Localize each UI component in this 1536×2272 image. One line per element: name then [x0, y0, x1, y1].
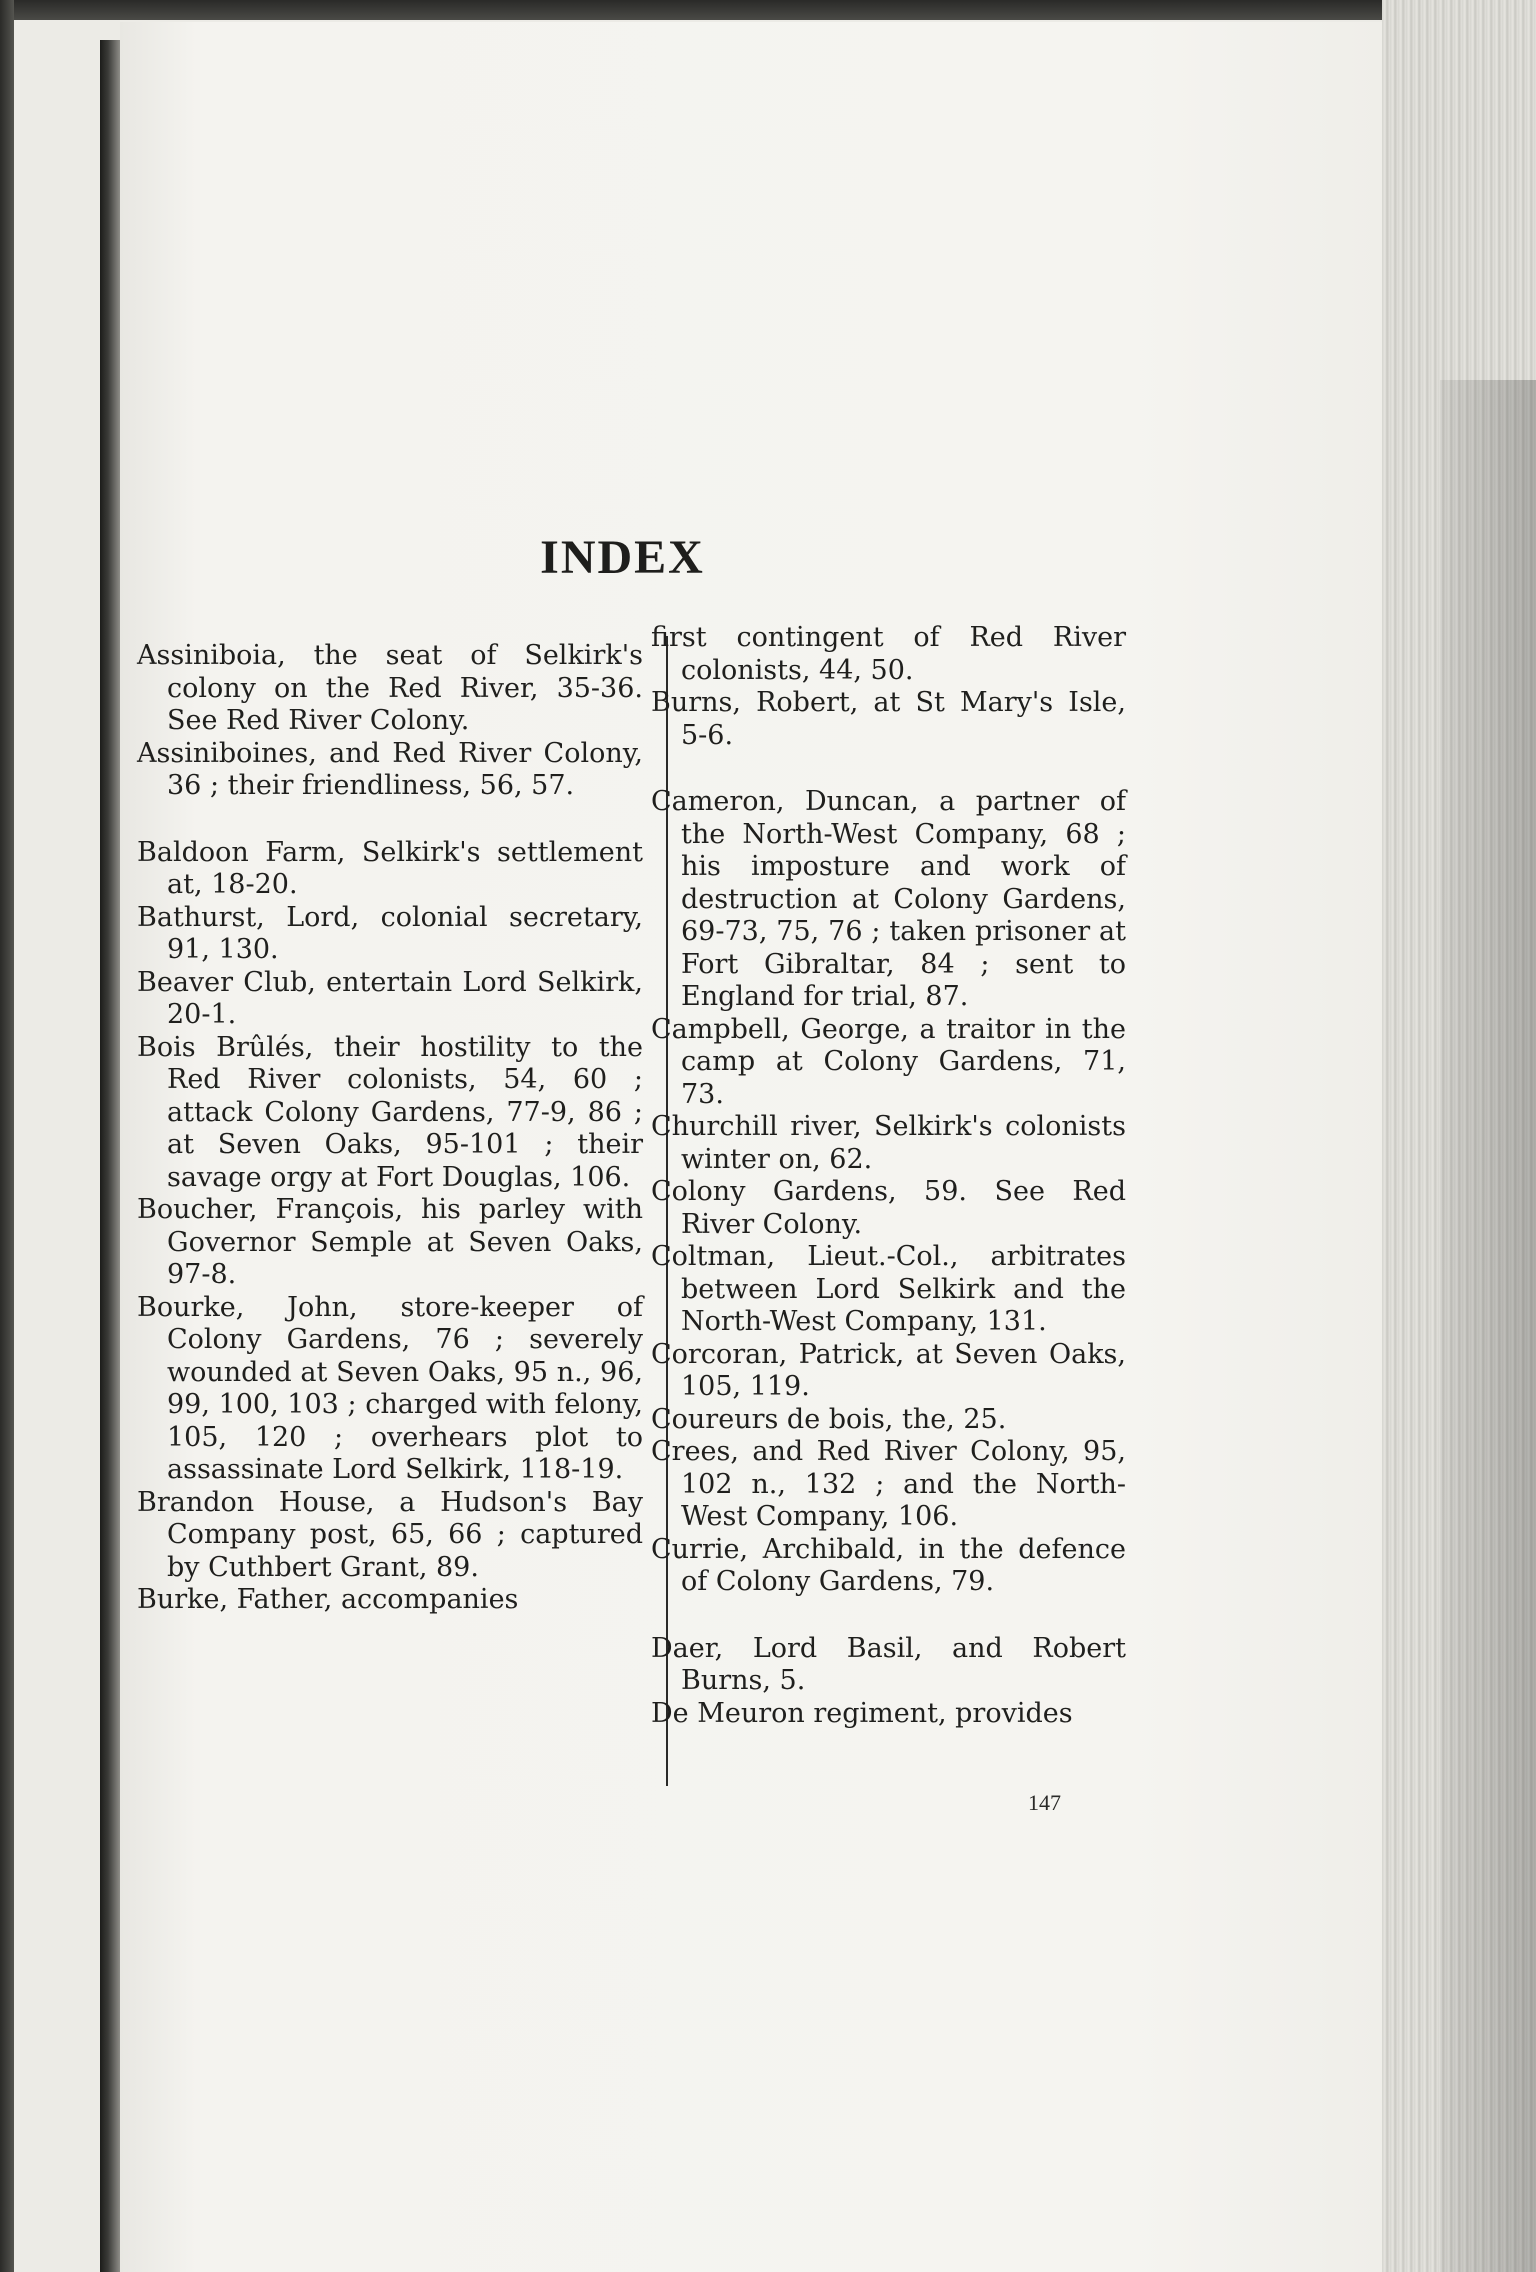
book-cover-edge	[0, 0, 14, 2272]
index-entry: Crees, and Red River Colony, 95, 102 n., 132 ; and the North-West Company, 106.	[651, 1436, 1126, 1532]
page-number: 147	[1028, 1790, 1061, 1815]
index-entry: Baldoon Farm, Selkirk's settlement at, 18-20.	[137, 836, 643, 900]
index-heading: INDEX	[540, 531, 705, 584]
index-entry: Currie, Archibald, in the defence of Colony Gardens, 79.	[651, 1533, 1126, 1597]
index-entry: Bois Brûlés, their hostility to the Red River colonists, 54, 60 ; attack Colony Gardens, 77-9, 86 ; at Seven Oaks, 95-101 ; their savage orgy at Fort Douglas, 106.	[137, 1031, 643, 1193]
index-entry: Assiniboines, and Red River Colony, 36 ; their friendliness, 56, 57.	[137, 737, 643, 801]
index-entry: Burns, Robert, at St Mary's Isle, 5-6.	[651, 687, 1126, 751]
page-leaves-shadow	[1440, 380, 1536, 2272]
index-column-left	[137, 640, 643, 1617]
index-entry: Campbell, George, a traitor in the camp at Colony Gardens, 71, 73.	[651, 1013, 1126, 1110]
index-entry: Colony Gardens, 59. See Red River Colony.	[651, 1176, 1126, 1240]
index-entry: Coureurs de bois, the, 25.	[651, 1403, 1007, 1435]
index-entry: Coltman, Lieut.-Col., arbitrates between Lord Selkirk and the North-West Company, 131.	[651, 1241, 1126, 1337]
index-entry: Daer, Lord Basil, and Robert Burns, 5.	[651, 1632, 1126, 1696]
index-entry: Cameron, Duncan, a partner of the North-West Company, 68 ; his imposture and work of destruction at Colony Gardens, 69-73, 75, 76 ; taken prisoner at Fort Gibraltar, 84 ; sent to England for trial, 87.	[651, 786, 1126, 1012]
index-entry: Churchill river, Selkirk's colonists winter on, 62.	[651, 1111, 1126, 1175]
index-entry: first contingent of Red River colonists, 44, 50.	[651, 622, 1126, 686]
index-entry: De Meuron regiment, provides	[651, 1697, 1073, 1729]
index-entry: Corcoran, Patrick, at Seven Oaks, 105, 119.	[651, 1338, 1126, 1402]
index-entry: Assiniboia, the seat of Selkirk's colony on the Red River, 35-36. See Red River Colony.	[137, 640, 643, 736]
page-top-shadow	[0, 0, 1536, 20]
index-entry: Brandon House, a Hudson's Bay Company post, 65, 66 ; captured by Cuthbert Grant, 89.	[137, 1486, 643, 1583]
index-entry: Bathurst, Lord, colonial secretary, 91, 130.	[137, 901, 643, 965]
index-column-right	[651, 622, 1126, 1730]
book-binding	[100, 40, 120, 2272]
index-entry: Boucher, François, his parley with Governor Semple at Seven Oaks, 97-8.	[137, 1194, 643, 1290]
index-entry: Burke, Father, accompanies	[137, 1584, 519, 1615]
index-entry: Beaver Club, entertain Lord Selkirk, 20-1.	[137, 966, 643, 1030]
index-entry: Bourke, John, store-keeper of Colony Gardens, 76 ; severely wounded at Seven Oaks, 95 n., 96, 99, 100, 103 ; charged with felony, 105, 120 ; overhears plot to assassinate Lord Selkirk, 118-19.	[137, 1291, 643, 1485]
